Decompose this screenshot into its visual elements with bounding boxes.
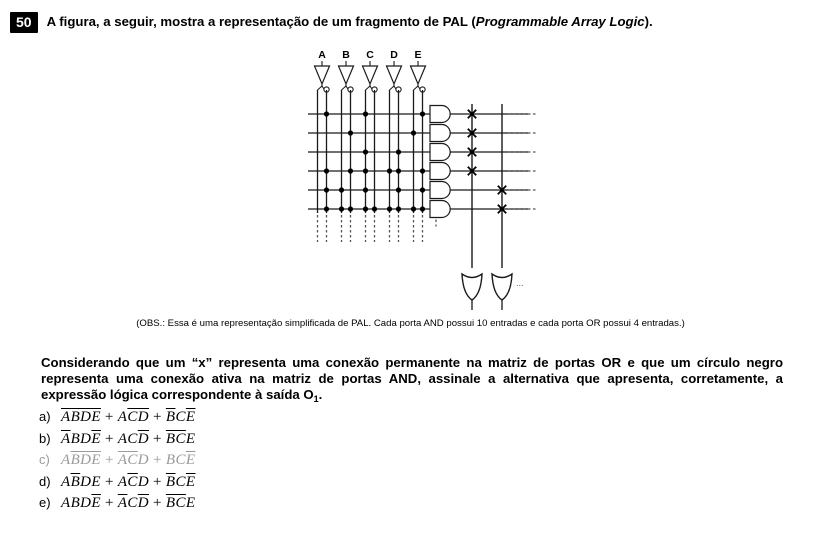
question-number-badge: 50 <box>10 12 38 33</box>
and-matrix-connection-dot[interactable] <box>396 187 401 192</box>
obs-note: (OBS.: Essa é uma representação simplificada de PAL. Cada porta AND possui 10 entradas e cada porta OR possui 4 entradas.) <box>136 318 685 329</box>
and-matrix-connection-dot[interactable] <box>411 130 416 135</box>
alternative-label: c) <box>39 452 50 467</box>
input-label-E: E <box>414 49 422 61</box>
plus-operator: + <box>104 430 114 447</box>
negated-literal: $\overline{E}$ <box>91 430 101 447</box>
true-branch-A <box>318 86 323 90</box>
literal: C <box>127 495 138 511</box>
and-matrix-connection-dot[interactable] <box>339 206 344 211</box>
literal: C <box>175 473 186 490</box>
negated-literal: $\overline{D}$ <box>137 430 150 447</box>
negated-literal: $\overline{E}$ <box>185 409 196 425</box>
and-matrix-connection-dot[interactable] <box>372 206 377 211</box>
literal: A <box>117 409 128 425</box>
alternatives-list <box>39 409 639 517</box>
and-matrix-connection-dot[interactable] <box>420 187 425 192</box>
plus-operator: + <box>104 473 114 490</box>
plus-operator: + <box>153 495 162 511</box>
alternative-label: b) <box>39 430 51 446</box>
negated-literal: $\overline{CD}$ <box>127 409 150 425</box>
buffer-triangle-B <box>339 66 354 84</box>
literal: A <box>117 473 128 490</box>
alternative-label: d) <box>39 473 51 489</box>
and-gate[interactable] <box>430 182 450 199</box>
true-branch-D <box>390 86 395 90</box>
question-text-after: ). <box>644 14 653 29</box>
negated-literal: $\overline{A}$ <box>61 430 71 447</box>
and-matrix-connection-dot[interactable] <box>348 130 353 135</box>
plus-operator: + <box>153 409 162 425</box>
negated-literal: $\overline{D}$ <box>137 495 150 511</box>
literal: BD <box>70 430 92 447</box>
and-matrix-connection-dot[interactable] <box>348 206 353 211</box>
input-buffers-group <box>315 61 426 92</box>
and-matrix-connection-dot[interactable] <box>324 187 329 192</box>
literal: BC <box>165 452 186 468</box>
prompt-part2: . <box>318 387 323 403</box>
literal: A <box>61 473 71 490</box>
negated-literal: $\overline{E}$ <box>185 473 196 490</box>
alternative-expression <box>61 431 195 448</box>
negated-literal: $\overline{A}$ <box>117 495 128 511</box>
literal: DE <box>80 473 101 490</box>
and-matrix-connection-dot[interactable] <box>363 187 368 192</box>
negated-literal: $\overline{B}$ <box>70 473 81 490</box>
plus-operator: + <box>153 473 162 490</box>
literal: C <box>175 409 186 425</box>
negated-literal: $\overline{AC}$ <box>117 452 138 468</box>
question-statement-intro <box>47 12 653 30</box>
question-header <box>10 12 811 33</box>
and-matrix-connection-dot[interactable] <box>363 168 368 173</box>
or-gates-group <box>462 274 512 310</box>
input-label-B: B <box>342 49 350 61</box>
buffer-triangle-A <box>315 66 330 84</box>
alternative-expression <box>61 474 195 491</box>
plus-operator: + <box>104 452 114 468</box>
question-text-italic: Programmable Array Logic <box>475 14 645 29</box>
negated-literal: $\overline{E}$ <box>91 495 101 511</box>
literal: E <box>185 430 196 447</box>
and-matrix-connection-dot[interactable] <box>348 168 353 173</box>
or-gate[interactable] <box>492 274 512 300</box>
and-gates-group <box>430 106 528 227</box>
negated-literal: $\overline{C}$ <box>127 473 138 490</box>
and-matrix-connection-dot[interactable] <box>420 206 425 211</box>
input-label-A: A <box>318 49 326 61</box>
input-label-D: D <box>390 49 398 61</box>
literal: A <box>61 452 71 468</box>
prompt-part1: Considerando que um “x” representa uma conexão permanente na matriz de portas OR e que um círculo negro representa uma conexão ativa na matriz de portas AND, assinale a alternativa que apresenta, corretamente, a expressão lógica correspondente à saída O <box>41 355 783 403</box>
buffer-triangle-D <box>387 66 402 84</box>
true-branch-C <box>366 86 371 90</box>
alternative-expression <box>61 409 195 426</box>
buffer-triangle-C <box>363 66 378 84</box>
alternative-option[interactable] <box>39 409 639 431</box>
negated-literal: $\overline{BDE}$ <box>70 452 101 468</box>
and-gate[interactable] <box>430 144 450 161</box>
literal: D <box>137 473 150 490</box>
negated-literal: ABDE <box>61 409 101 425</box>
input-label-C: C <box>366 49 374 61</box>
and-matrix-connection-dot[interactable] <box>339 187 344 192</box>
and-matrix-connection-dot[interactable] <box>363 206 368 211</box>
and-matrix-connection-dot[interactable] <box>396 149 401 154</box>
and-matrix-connection-dot[interactable] <box>324 168 329 173</box>
and-matrix-connection-dot[interactable] <box>363 149 368 154</box>
or-gate[interactable] <box>462 274 482 300</box>
prompt-output-sub: 1 <box>313 394 319 405</box>
question-text-before: A figura, a seguir, mostra a representação de um fragmento de PAL ( <box>46 14 476 29</box>
and-gate[interactable] <box>430 163 450 180</box>
literal: ABD <box>61 495 92 511</box>
plus-operator: + <box>104 495 114 511</box>
true-branch-E <box>414 86 419 90</box>
alternative-label: e) <box>39 495 51 510</box>
true-branch-B <box>342 86 347 90</box>
and-matrix-connection-dot[interactable] <box>387 168 392 173</box>
plus-operator: + <box>153 452 162 468</box>
negated-literal: $\overline{BC}$ <box>165 430 186 447</box>
literal: AC <box>117 430 138 447</box>
literal: E <box>185 495 196 511</box>
and-matrix-connection-dot[interactable] <box>324 111 329 116</box>
literal: D <box>137 452 150 468</box>
and-matrix-connection-dot[interactable] <box>420 168 425 173</box>
and-matrix-connection-dot[interactable] <box>324 206 329 211</box>
alternative-label: a) <box>39 409 51 424</box>
plus-operator: + <box>104 409 114 425</box>
alternative-option[interactable] <box>39 474 639 496</box>
and-matrix-group <box>308 90 430 242</box>
or-gates-ellipsis: ... <box>516 278 524 288</box>
alternative-expression <box>61 452 195 469</box>
pal-diagram <box>300 46 540 311</box>
and-matrix-connection-dot[interactable] <box>396 168 401 173</box>
alternative-option[interactable] <box>39 452 639 474</box>
and-matrix-connection-dot[interactable] <box>420 111 425 116</box>
negated-literal: $\overline{B}$ <box>165 473 176 490</box>
negated-literal: $\overline{B}$ <box>165 409 176 425</box>
or-matrix-group <box>468 104 538 268</box>
negated-literal: $\overline{BC}$ <box>165 495 186 511</box>
and-gate[interactable] <box>430 201 450 218</box>
plus-operator: + <box>153 430 162 447</box>
buffer-triangle-E <box>411 66 426 84</box>
and-matrix-connection-dot[interactable] <box>363 111 368 116</box>
alternative-option[interactable] <box>39 495 639 517</box>
and-matrix-connection-dot[interactable] <box>411 206 416 211</box>
alternative-expression <box>61 495 195 512</box>
and-gate[interactable] <box>430 125 450 142</box>
negated-literal: $\overline{E}$ <box>185 452 196 468</box>
alternative-option[interactable] <box>39 431 639 453</box>
and-matrix-connection-dot[interactable] <box>396 206 401 211</box>
question-prompt <box>41 355 783 405</box>
and-matrix-connection-dot[interactable] <box>387 206 392 211</box>
pal-diagram-svg <box>300 46 540 311</box>
and-gate[interactable] <box>430 106 450 123</box>
